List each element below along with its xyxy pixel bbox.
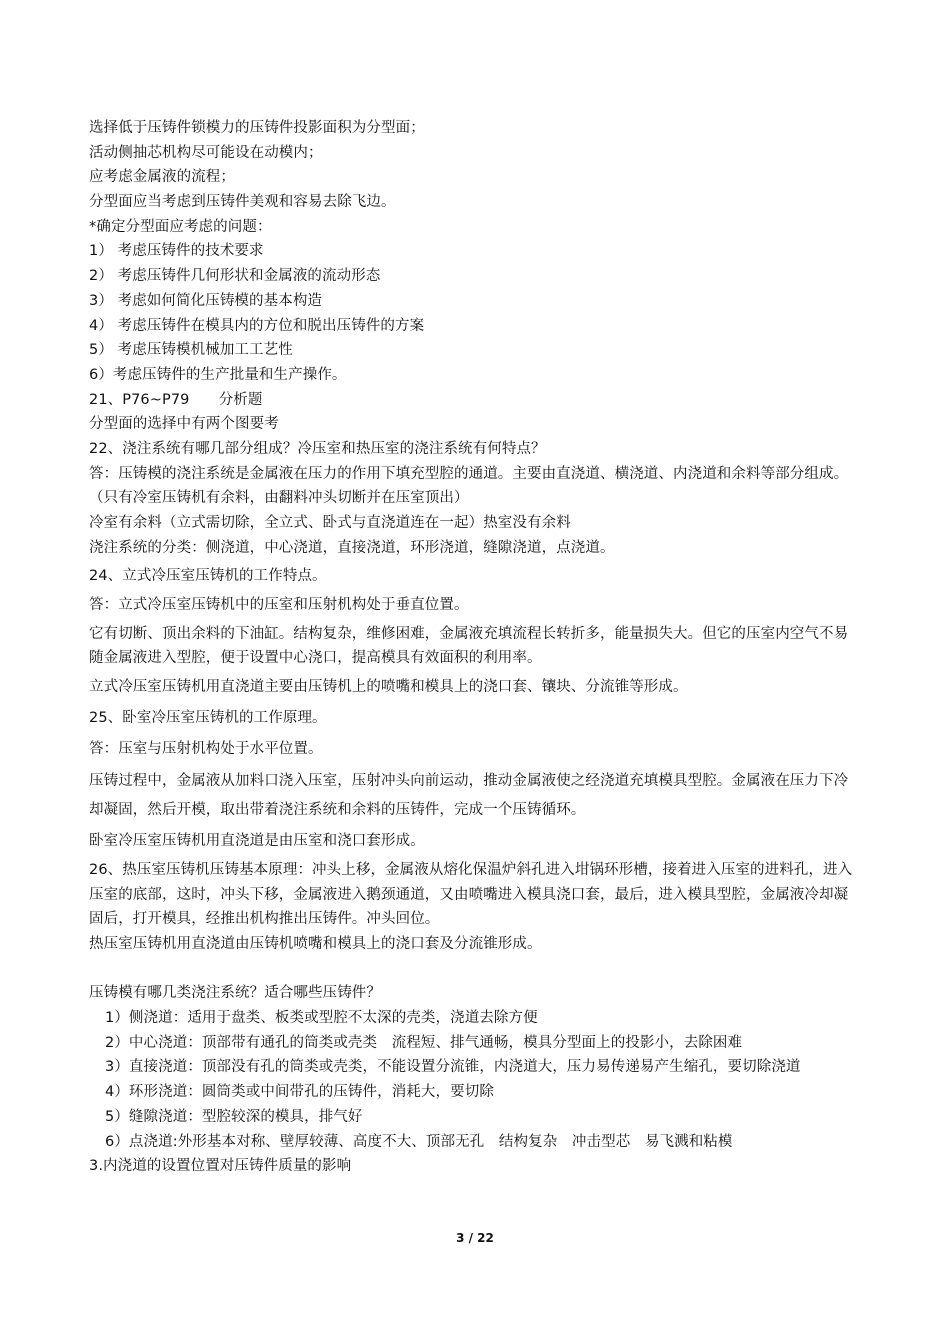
answer-paragraph: 答：压室与压射机构处于水平位置。: [89, 740, 323, 757]
text-paragraph: 压铸过程中，金属液从加料口浇入压室，压射冲头向前运动，推动金属液使之经浇道充填模具型腔。金属液在压力下冷却凝固，然后开模，取出带着浇注系统和余料的压铸件，完成一个压铸循环。: [89, 773, 849, 819]
list-item: 5） 考虑压铸模机械加工工艺性: [89, 342, 293, 359]
text-line: 选择低于压铸件锁模力的压铸件投影面积为分型面；: [89, 120, 425, 136]
question-heading: 21、P76~P79 分析题: [89, 391, 263, 408]
text-line: 卧室冷压室压铸机用直浇道是由压室和浇口套形成。: [89, 833, 425, 850]
list-item: 3） 考虑如何简化压铸模的基本构造: [89, 292, 323, 309]
question-heading: 22、浇注系统有哪几部分组成？冷压室和热压室的浇注系统有何特点？: [89, 440, 546, 457]
list-item: 4）环形浇道：圆筒类或中间带孔的压铸件，消耗大，要切除: [105, 1084, 494, 1101]
text-line: 浇注系统的分类：侧浇道，中心浇道，直接浇道，环形浇道，缝隙浇道，点浇道。: [89, 539, 615, 556]
page-number: 3 / 22: [456, 1231, 494, 1245]
list-item: 2）中心浇道：顶部带有通孔的筒类或壳类 流程短、排气通畅，模具分型面上的投影小，去除困难: [105, 1034, 743, 1051]
list-item: 3）直接浇道：顶部没有孔的筒类或壳类，不能设置分流锥，内浇道大，压力易传递易产生缩孔，要切除浇道: [105, 1059, 801, 1076]
list-item: 6）点浇道:外形基本对称、壁厚较薄、高度不大、顶部无孔 结构复杂 冲击型芯 易飞溅和粘模: [105, 1133, 733, 1150]
text-paragraph: 它有切断、顶出余料的下油缸。结构复杂，维修困难，金属液充填流程长转折多，能量损失大。但它的压室内空气不易随金属液进入型腔，便于设置中心浇口，提高模具有效面积的利用率。: [89, 625, 849, 667]
section-heading: 3.内浇道的设置位置对压铸件质量的影响: [89, 1158, 352, 1175]
list-item: 5）缝隙浇道：型腔较深的模具，排气好: [105, 1108, 363, 1125]
list-item: 4） 考虑压铸件在模具内的方位和脱出压铸件的方案: [89, 317, 425, 334]
page-body: [89, 116, 859, 1179]
question-heading: 压铸模有哪几类浇注系统？适合哪些压铸件？: [89, 985, 381, 1002]
answer-paragraph: 答：压铸模的浇注系统是金属液在压力的作用下填充型腔的通道。主要由直浇道、横浇道、内浇道和余料等部分组成。: [89, 465, 849, 482]
text-paragraph: 26、热压室压铸机压铸基本原理：冲头上移，金属液从熔化保温炉斜孔进入坩锅环形槽，接着进入压室的进料孔，进入压室的底部，这时，冲头下移，金属液进入鹅颈通道，又由喷嘴进入模具浇口套，最后，进入模具型腔，金属液冷却凝固后，打开模具，经推出机构推出压铸件。冲头回位。: [89, 861, 853, 928]
text-line: 应考虑金属液的流程；: [89, 169, 235, 186]
text-line: 冷室有余料（立式需切除，全立式、卧式与直浇道连在一起）热室没有余料: [89, 515, 571, 532]
list-item: 6）考虑压铸件的生产批量和生产操作。: [89, 366, 347, 383]
question-heading: 25、卧室冷压室压铸机的工作原理。: [89, 709, 327, 726]
list-item: 2） 考虑压铸件几何形状和金属液的流动形态: [89, 268, 381, 285]
blank-line: [89, 957, 859, 982]
text-line: 分型面的选择中有两个图要考: [89, 416, 279, 433]
section-heading: *确定分型面应考虑的问题：: [89, 218, 272, 235]
list-item: 1）侧浇道：适用于盘类、板类或型腔不太深的壳类，浇道去除方便: [105, 1010, 538, 1027]
text-line: 热压室压铸机用直浇道由压铸机喷嘴和模具上的浇口套及分流锥形成。: [89, 936, 542, 953]
text-line: 活动侧抽芯机构尽可能设在动模内；: [89, 144, 323, 161]
text-line: （只有冷室压铸机有余料，由翻料冲头切断并在压室顶出）: [89, 490, 469, 507]
text-line: 分型面应当考虑到压铸件美观和容易去除飞边。: [89, 194, 396, 211]
text-line: 立式冷压室压铸机用直浇道主要由压铸机上的喷嘴和模具上的浇口套、镶块、分流锥等形成。: [89, 679, 688, 696]
question-heading: 24、立式冷压室压铸机的工作特点。: [89, 568, 327, 585]
answer-paragraph: 答：立式冷压室压铸机中的压室和压射机构处于垂直位置。: [89, 597, 469, 614]
list-item: 1） 考虑压铸件的技术要求: [89, 243, 264, 260]
